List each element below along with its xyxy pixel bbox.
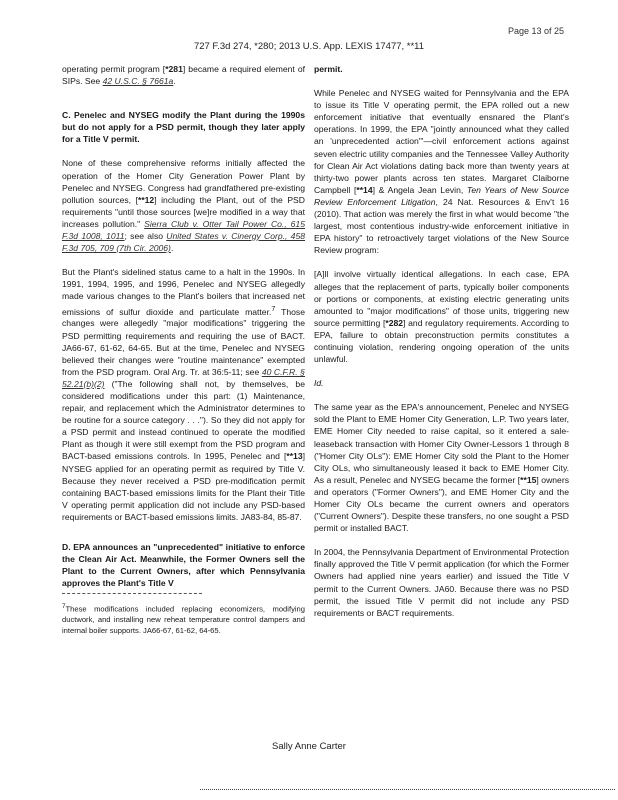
paragraph (62, 266, 305, 523)
text: . (170, 243, 174, 254)
text: [A]ll involve virtually identical allegations. In each case, EPA alleges that the replacement of parts, typically boiler components or portions or components, at existing electric generating units amounted to "major modifications" of those units, triggering new source permitting [ (314, 269, 569, 328)
text: While Penelec and NYSEG waited for Pennsylvania and the EPA to issue its Title V operating permit, the EPA rolled out a new enforcement initiative that eventually ensnared the Plant's operations. In 1999, the EPA "jointly announced what they called an 'unprecedented action'"—civil enforcement actions against seven electric utility companies and the Tennessee Valley Authority for Clean Air Act violations dating back more than twenty years at thirty-two power plants across ten states. Margaret Claiborne Campbell [ (314, 88, 569, 195)
text: ] including the Plant, out of the PSD requirements "until those sources [we]re modified in a way that increases pollution." (62, 194, 305, 229)
paragraph (314, 87, 569, 256)
star-page: **13 (286, 451, 303, 462)
text: The same year as the EPA's announcement, Penelec and NYSEG sold the Plant to EME Homer City Generation, L.P. Two years later, EME Homer City needed to raise capital, so it entered a sale-leaseback transaction with Homer City Owner-Lessors 1 through 8 ("Homer City OLs"): EME Homer City sold the Plant to the Homer City OLs, who simultaneously leased it back to EME Homer City. As a result, Penelec and NYSEG became the former [ (314, 402, 569, 485)
section-heading-d-continued: permit. (314, 64, 343, 74)
section-heading-c: C. Penelec and NYSEG modify the Plant during the 1990s but do not apply for a PSD permit, though they later apply for a Title V permit. (62, 110, 305, 145)
text: ] owners and operators ("Former Owners"), and EME Homer City and the Homer City OLs became the current owners and operators ("Current Owners"). Despite these transfers, no one sought a PSD permit or installed BACT. (314, 474, 569, 534)
paragraph: In 2004, the Pennsylvania Department of Environmental Protection finally approved the Title V permit application (for which the Former Owners had applied nine years earlier) and issued the Title V permit to the Current Owners. JA60. Because there was no PSD permit, the issued Title V permit did not include any PSD requirements or BACT requirements. (314, 547, 569, 618)
text: But the Plant's sidelined status came to a halt in the 1990s. In 1991, 1994, 1995, and 1996, Penelec and NYSEG allegedly made various changes to the Plant's boilers that increased net emissions of sulfur dioxide and particulate matter. (62, 267, 305, 317)
page-number: Page 13 of 25 (508, 26, 565, 36)
star-page: **14 (356, 184, 373, 195)
footnote-ref[interactable]: 7 (271, 304, 276, 313)
footer-author: Sally Anne Carter (272, 741, 346, 752)
text: operating permit program [ (62, 64, 166, 74)
text: . (173, 76, 176, 87)
paragraph (62, 157, 305, 254)
text: , 24 Nat. Resources & Env't 16 (2010). That action was merely the first in what would become "the largest, most contentious industry-wide enforcement initiative in EPA history" to retroactively target violations of the New Source Review program: (314, 196, 569, 256)
block-quote (314, 268, 569, 365)
text: ] & Angela Jean Levin, (372, 184, 467, 195)
citation-link[interactable]: Sierra Club v. Otter Tail Power Co., 615 F.3d 1008, 1011 (62, 218, 305, 242)
text: ] became a required element of SIPs. See (62, 64, 306, 87)
text: ; see also (124, 231, 167, 242)
star-page: **15 (520, 474, 537, 485)
text: Those changes were allegedly "major modifications" triggering the PSD permitting requirements and requiring the use of BACT. JA66-67, 61-62, 64-65. But at the time, Penelec and NYSEG believed their changes were "routine maintenance" exempted from the PSD program. Oral Arg. Tr. at 36:5-11; see (62, 306, 306, 377)
paragraph (62, 63, 305, 87)
id-citation: Id. (314, 378, 324, 389)
footnote-number: 7 (62, 603, 66, 611)
spacer (62, 99, 305, 109)
star-page: *281 (165, 64, 183, 74)
footnote (62, 602, 305, 636)
right-column (314, 63, 569, 631)
section-heading-d: D. EPA announces an "unprecedented" initiative to enforce the Clean Air Act. Meanwhile, the Former Owners sell the Plant to the Current Owners, after which Pennsylvania approves the Plant's Title V (62, 542, 305, 589)
citation-link[interactable]: United States v. Cinergy Corp., 458 F.3d 705, 709 (7th Cir. 2006) (62, 231, 306, 254)
citation-link[interactable]: 40 C.F.R. § 52.21(b)(2) (62, 366, 305, 389)
footnote-text: These modifications included replacing economizers, modifying ductwork, and installing new reheat temperature control dampers and internal boiler supports. JA66-67, 61-62, 64-65. (62, 604, 305, 635)
running-header-citation: 727 F.3d 274, *280; 2013 U.S. App. LEXIS 17477, **11 (193, 41, 425, 52)
paragraph (314, 401, 569, 534)
text: ] NYSEG applied for an operating permit as required by Title V. Because they never received a PSD pre-modification permit containing BACT-based emissions limits for the Plant their Title V operating permit application did not include any PSD-based requirements or BACT-based emissions limits. JA83-84, 85-87. (62, 451, 305, 522)
article-title: Ten Years of New Source Review Enforcement Litigation (314, 184, 569, 207)
footnote-divider (62, 593, 202, 594)
left-column (62, 63, 305, 636)
text: None of these comprehensive reforms initially affected the operation of the Homer City Generation Power Plant by Penelec and NYSEG. Congress had grandfathered pre-existing pollution sources, [ (62, 158, 305, 205)
star-page: **12 (137, 194, 155, 205)
text: ] and regulatory requirements. According to EPA, failure to obtain preconstruction permits constitutes a continuing violation, rendering ongoing operation of the units unlawful. (314, 317, 569, 365)
star-page: *282 (385, 317, 404, 328)
text: ("The following shall not, by themselves, be considered modifications under this part: (1) Maintenance, repair, and replacement which the Administrator determines to be routine for a source category . . ."). So they did not apply for a PSD permit and instead continued to operate the modified Plant as though it were still exempt from the PSD program and BACT-based emissions controls. In 1995, Penelec and [ (62, 378, 305, 462)
scan-artifact-dotted-line (200, 789, 615, 790)
citation-link[interactable]: 42 U.S.C. § 7661a (102, 76, 174, 87)
